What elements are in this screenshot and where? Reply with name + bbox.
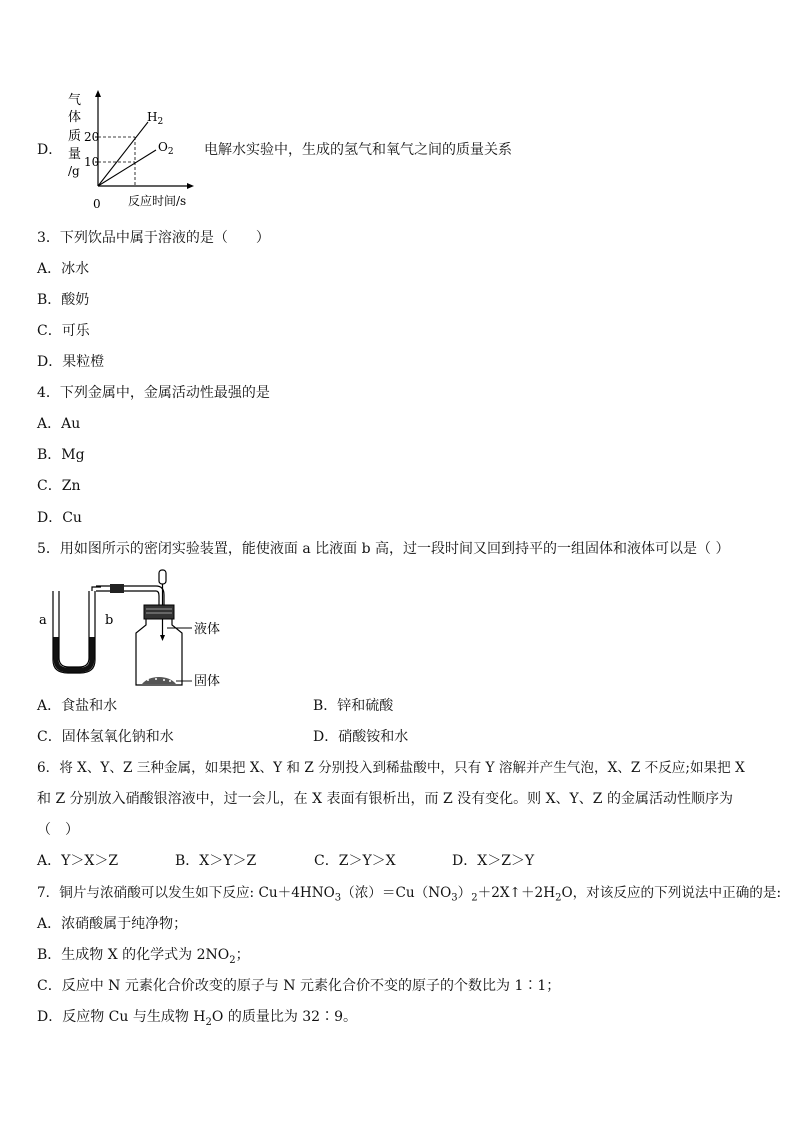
- q5-option-b: B．锌和硫酸: [313, 698, 394, 714]
- q6-option-c: C．Z＞Y＞X: [314, 853, 396, 869]
- q7-option-b: B．生成物 X 的化学式为 $2NO_2$；: [37, 947, 250, 966]
- q5-stem: 5．用如图所示的密闭实验装置，能使液面 a 比液面 b 高，过一段时间又回到持平的一组固体和液体可以是（ ）: [37, 541, 730, 557]
- q3-stem: 3．下列饮品中属于溶液的是（ ）: [37, 230, 270, 246]
- rubber-connector: [110, 584, 124, 593]
- graph-xlabel: 反应时间/s: [128, 194, 187, 208]
- q3-option-b: B．酸奶: [37, 292, 90, 308]
- q6-stem-line3: （ ）: [37, 822, 79, 838]
- q4-option-a: A．Au: [37, 416, 81, 432]
- q3-option-a: A．冰水: [37, 261, 90, 277]
- graph-yunit: /g: [68, 164, 80, 178]
- q5-option-a: A．食盐和水: [37, 698, 118, 714]
- label-solid: 固体: [194, 674, 221, 689]
- q3-option-d: D．果粒橙: [37, 354, 105, 370]
- graph-h2-line: [98, 122, 148, 186]
- label-a: a: [39, 613, 47, 628]
- solid-dot: [155, 678, 157, 680]
- q7-option-a: A．浓硝酸属于纯净物；: [37, 916, 188, 932]
- stopper: [144, 605, 174, 619]
- graph-y-arrow: [95, 90, 101, 97]
- q5-apparatus-figure: [36, 565, 236, 690]
- graph-h2-label: $H_2$: [147, 110, 164, 127]
- graph-tick-20: 20: [84, 130, 100, 144]
- u-tube-inner: [59, 591, 89, 667]
- q2-mass-time-graph: [62, 88, 222, 213]
- graph-o2-line: [98, 150, 156, 186]
- label-liquid: 液体: [194, 622, 221, 637]
- q6-option-a: A．Y＞X＞Z: [37, 853, 119, 869]
- q6-stem-line2: 和 Z 分别放入硝酸银溶液中，过一会儿，在 X 表面有银析出，而 Z 没有变化。则 X、Y、Z 的金属活动性顺序为: [37, 791, 733, 807]
- graph-x-arrow: [187, 183, 194, 189]
- bottle: [136, 619, 182, 685]
- graph-tick-10: 10: [84, 155, 100, 169]
- graph-ylabel-4: 量: [68, 147, 82, 162]
- solid-dot: [147, 679, 149, 681]
- solid-dot: [169, 680, 171, 682]
- q7-stem: 7．铜片与浓硝酸可以发生如下反应: $Cu+4HNO_3$（浓）$=Cu(NO_3)_2+2X↑+2H_2O$，对该反应的下列说法中正确的是:: [37, 885, 782, 904]
- label-b: b: [105, 613, 114, 628]
- solid-dot: [163, 679, 165, 681]
- q4-option-b: B．Mg: [37, 447, 85, 463]
- graph-ylabel-1: 气: [68, 93, 82, 108]
- q5-option-c: C．固体氢氧化钠和水: [37, 729, 174, 745]
- q3-option-c: C．可乐: [37, 323, 90, 339]
- q4-option-c: C．Zn: [37, 478, 81, 494]
- solid-pile: [142, 677, 176, 684]
- graph-ylabel-3: 质: [68, 129, 82, 144]
- graph-ylabel-2: 体: [68, 110, 82, 125]
- q4-option-d: D．Cu: [37, 510, 82, 526]
- graph-origin: 0: [93, 197, 101, 211]
- q2-option-d-label: D．: [37, 142, 63, 158]
- q2-option-d-text: 电解水实验中，生成的氢气和氧气之间的质量关系: [204, 142, 512, 158]
- q6-option-b: B．X＞Y＞Z: [175, 853, 257, 869]
- dropper-bulb: [159, 570, 166, 584]
- q7-option-d: D．反应物 Cu 与生成物 $H_2O$ 的质量比为 32∶9。: [37, 1009, 357, 1028]
- q4-stem: 4．下列金属中，金属活动性最强的是: [37, 385, 270, 401]
- q6-option-d: D．X＞Z＞Y: [452, 853, 535, 869]
- dropper-tip-point: [160, 635, 165, 641]
- graph-o2-label: $O_2$: [158, 140, 174, 157]
- q7-option-c: C．反应中 N 元素化合价改变的原子与 N 元素化合价不变的原子的个数比为 1∶1；: [37, 978, 561, 994]
- q6-stem-line1: 6．将 X、Y、Z 三种金属，如果把 X、Y 和 Z 分别投入到稀盐酸中，只有 Y 溶解并产生气泡，X、Z 不反应;如果把 X: [37, 760, 745, 776]
- q5-option-d: D．硝酸铵和水: [313, 729, 409, 745]
